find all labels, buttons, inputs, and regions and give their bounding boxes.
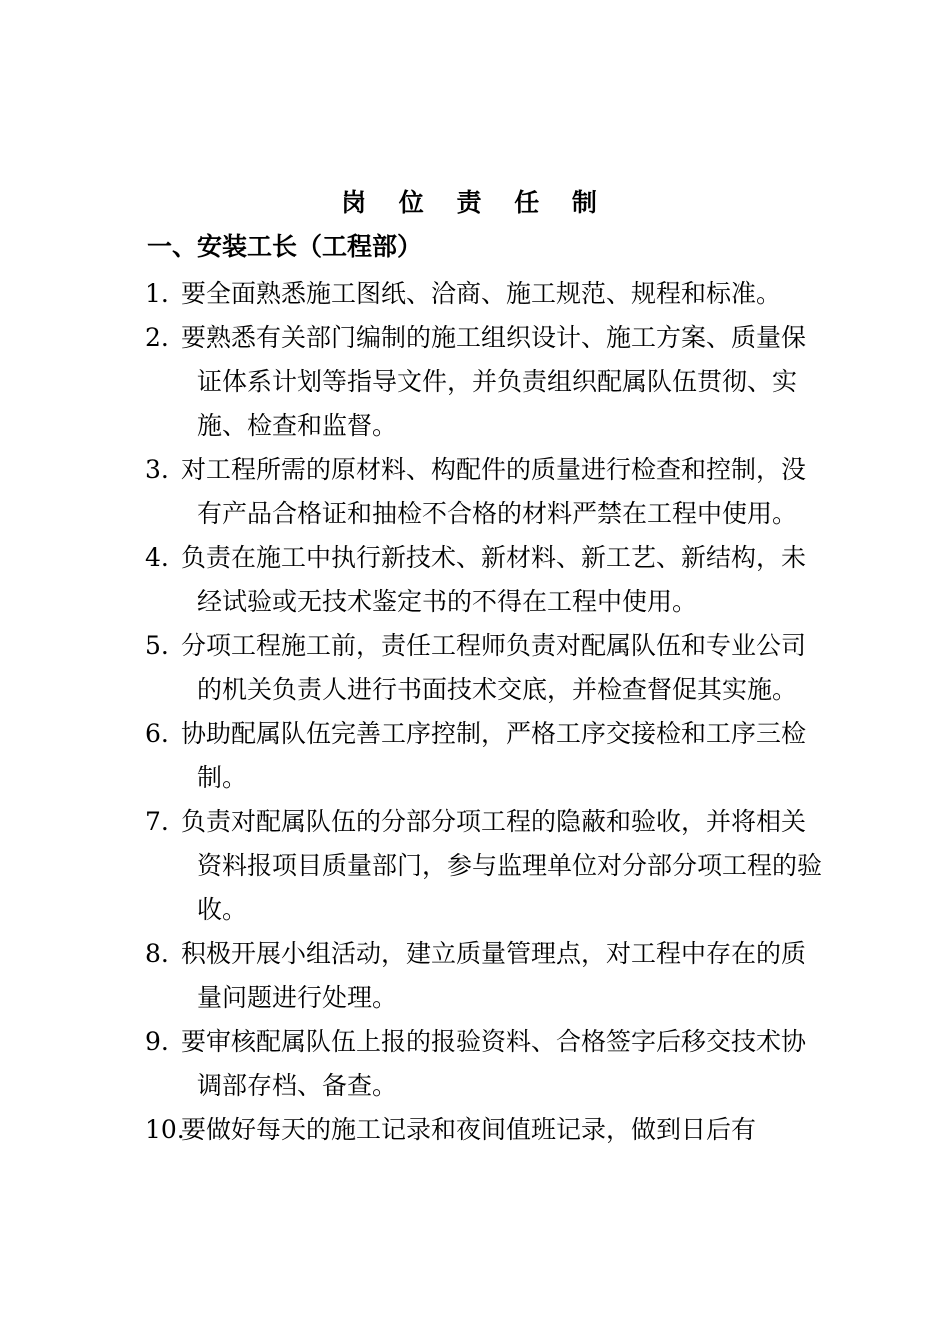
list-item (145, 1108, 830, 1152)
list-item (145, 800, 830, 932)
list-item-number: 1. (145, 279, 169, 308)
list-item (145, 316, 830, 448)
document-title: 岗 位 责 任 制 (341, 188, 609, 217)
list-item-number: 9. (145, 1027, 169, 1056)
list-item-number: 7. (145, 807, 169, 836)
list-item-text: 协助配属队伍完善工序控制，严格工序交接检和工序三检制。 (181, 719, 807, 792)
list-item (145, 536, 830, 624)
section-heading: 一、安装工长（工程部） (147, 232, 423, 261)
list-item (145, 272, 830, 316)
list-item-text: 积极开展小组活动，建立质量管理点，对工程中存在的质量问题进行处理。 (181, 939, 807, 1012)
list-item-text: 要审核配属队伍上报的报验资料、合格签字后移交技术协调部存档、备查。 (181, 1027, 807, 1100)
list-item-text: 负责对配属队伍的分部分项工程的隐蔽和验收，并将相关资料报项目质量部门，参与监理单位对分部分项工程的验收。 (181, 807, 823, 924)
list-item-text: 分项工程施工前，责任工程师负责对配属队伍和专业公司的机关负责人进行书面技术交底，并检查督促其实施。 (181, 631, 807, 704)
list-item-text: 对工程所需的原材料、构配件的质量进行检查和控制，没有产品合格证和抽检不合格的材料严禁在工程中使用。 (181, 455, 807, 528)
list-item-text: 负责在施工中执行新技术、新材料、新工艺、新结构，未经试验或无技术鉴定书的不得在工程中使用。 (181, 543, 807, 616)
list-item-number: 10. (145, 1115, 185, 1144)
list-item (145, 932, 830, 1020)
list-item (145, 624, 830, 712)
list-item-text: 要熟悉有关部门编制的施工组织设计、施工方案、质量保证体系计划等指导文件，并负责组织配属队伍贯彻、实施、检查和监督。 (181, 323, 807, 440)
list-item-number: 8. (145, 939, 169, 968)
list-item-number: 3. (145, 455, 169, 484)
list-item-text: 要做好每天的施工记录和夜间值班记录，做到日后有 (181, 1115, 757, 1144)
list-item (145, 712, 830, 800)
list-item (145, 448, 830, 536)
list-item-number: 6. (145, 719, 169, 748)
list-item-number: 2. (145, 323, 169, 352)
list-item-number: 4. (145, 543, 169, 572)
responsibility-list (145, 272, 830, 1152)
list-item-number: 5. (145, 631, 169, 660)
list-item (145, 1020, 830, 1108)
list-item-text: 要全面熟悉施工图纸、洽商、施工规范、规程和标准。 (181, 279, 782, 308)
